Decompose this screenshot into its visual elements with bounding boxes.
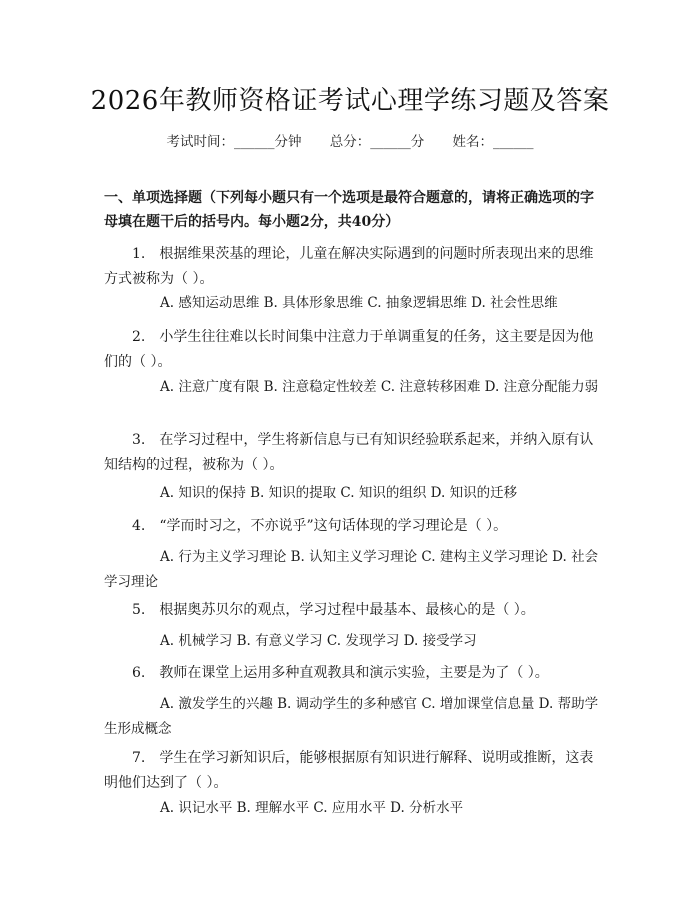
exam-meta-line: [0, 130, 700, 150]
question-6: 6. 教师在课堂上运用多种直观教具和演示实验，主要是为了（ ）。: [132, 665, 549, 681]
question-7-options: A. 识记水平 B. 理解水平 C. 应用水平 D. 分析水平: [160, 800, 464, 816]
question-3-options: A. 知识的保持 B. 知识的提取 C. 知识的组织 D. 知识的迁移: [160, 485, 518, 501]
question-5: 5. 根据奥苏贝尔的观点，学习过程中最基本、最核心的是（ ）。: [132, 602, 535, 618]
name-field: 姓名：______: [452, 134, 534, 150]
question-2: 2. 小学生往往难以长时间集中注意力于单调重复的任务，这主要是因为他们的（ ）。: [104, 329, 594, 370]
question-5-options: A. 机械学习 B. 有意义学习 C. 发现学习 D. 接受学习: [160, 633, 477, 649]
document-title: 2026年教师资格证考试心理学练习题及答案: [90, 86, 610, 116]
exam-time-field: 考试时间：______分钟: [166, 134, 302, 150]
total-score-field: 总分：______分: [329, 134, 425, 150]
question-7: 7. 学生在学习新知识后，能够根据原有知识进行解释、说明或推断，这表明他们达到了（ ）。: [104, 750, 594, 791]
section-heading: 一、单项选择题（下列每小题只有一个选项是最符合题意的，请将正确选项的字母填在题干后的括号内。每小题2分，共40分）: [104, 190, 594, 230]
question-4-options: A. 行为主义学习理论 B. 认知主义学习理论 C. 建构主义学习理论 D. 社会学习理论: [104, 549, 599, 590]
question-1: 1. 根据维果茨基的理论，儿童在解决实际遇到的问题时所表现出来的思维方式被称为（ ）。: [104, 246, 594, 287]
question-4: 4. “学而时习之，不亦说乎”这句话体现的学习理论是（ ）。: [132, 518, 508, 534]
question-3: 3. 在学习过程中，学生将新信息与已有知识经验联系起来，并纳入原有认知结构的过程，被称为（ ）。: [104, 432, 594, 473]
question-2-options: A. 注意广度有限 B. 注意稳定性较差 C. 注意转移困难 D. 注意分配能力弱: [160, 379, 599, 395]
question-6-options: A. 激发学生的兴趣 B. 调动学生的多种感官 C. 增加课堂信息量 D. 帮助学生形成概念: [104, 696, 599, 737]
question-1-options: A. 感知运动思维 B. 具体形象思维 C. 抽象逻辑思维 D. 社会性思维: [160, 295, 558, 311]
